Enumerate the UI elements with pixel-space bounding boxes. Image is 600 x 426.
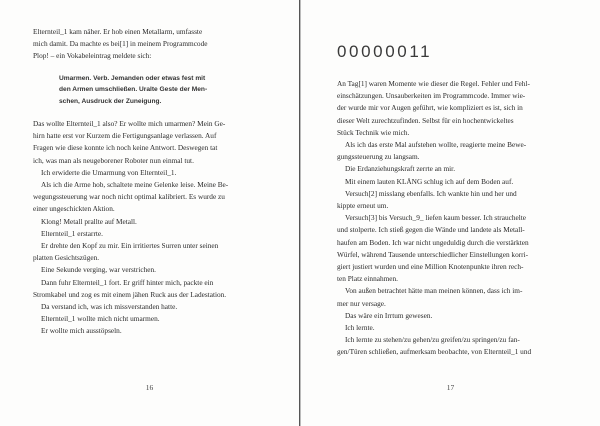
text-line: Ich lernte. [345,323,375,333]
text-line: Stück Technik wie mich. [337,127,410,137]
right-page [300,0,600,426]
text-line: Von außen betrachtet hätte man meinen können, dass ich im- [345,286,523,296]
text-line: mich damit. Da machte es bei[1] in meinem Programmcode [33,39,208,49]
text-line: Das wollte Elternteil_1 also? Er wollte mich umarmen? Mein Ge- [33,119,226,128]
text-line: Versuch[2] misslang ebenfalls. Ich wankte hin und her und [345,188,517,198]
text-line: Plop! – ein Vokabeleintrag meldete sich: [33,51,152,61]
text-line: einer ungeschickten Aktion. [33,204,115,214]
text-line: hirn hatte erst vor Kurzem die Fertigungsanlage verlassen. Auf [33,131,217,141]
text-line: einschätzungen. Unsauberkeiten im Programmcode. Immer wie- [337,91,526,101]
text-line: Mit einem lauten KLÄNG schlug ich auf dem Boden auf. [345,176,514,186]
quote-line: den Armen umschließen. Uralte Geste der Men- [59,86,208,94]
text-line: ten Platz einnahmen. [337,274,398,284]
text-line: kippte erneut um. [337,201,389,211]
text-line: platten Gesichtszügen. [33,253,100,263]
text-line: Elternteil_1 erstarrte. [41,228,103,238]
text-line: Elternteil_1 wollte mich nicht umarmen. [41,314,160,324]
text-line: Elternteil_1 kam näher. Er hob einen Metallarm, umfasste [33,27,203,36]
text-line: Als ich das erste Mal aufstehen wollte, reagierte meine Bewe- [345,140,527,150]
text-line: Als ich die Arme hob, schaltete meine Gelenke leise. Meine Be- [41,180,229,190]
text-line: Eine Sekunde verging, war verstrichen. [41,265,156,275]
text-line: Versuch[3] bis Versuch_9_ liefen kaum besser. Ich strauchelte [345,213,527,223]
page-number: 17 [446,383,455,392]
right-page-text [337,78,570,359]
text-line: dieser Welt zurechtzufinden. Selbst für ein hochentwickeltes [337,115,514,125]
chapter-number: 00000011 [337,42,433,61]
text-line: gungssteuerung zu langsam. [337,152,420,162]
text-line: Fragen wie diese konnte ich noch keine Antwort. Deswegen tat [33,143,218,153]
text-line: und stolperte. Ich stieß gegen die Wände und landete als Metall- [337,225,525,235]
page-number: 16 [145,383,154,392]
text-line: Er wollte mich ausstöpseln. [41,326,122,336]
text-line: giert justiert wurden und eine Million Knotenpunkte ihren rech- [337,262,524,272]
text-line: Klong! Metall prallte auf Metall. [41,216,137,226]
text-line: An Tag[1] waren Momente wie dieser die Regel. Fehler und Fehl- [337,79,530,88]
text-line: Stromkabel und zog es mit einem jähen Ruck aus der Ladestation. [33,289,227,299]
dictionary-quote [59,73,261,108]
text-line: Ich lernte zu stehen/zu gehen/zu greifen/zu springen/zu fan- [345,335,520,345]
text-line: Die Erdanziehungskraft zerrte an mir. [345,164,456,174]
text-line: Er drehte den Kopf zu mir. Ein irritiertes Surren unter seinen [41,241,219,251]
text-line: ich, was man als neugeborener Roboter nun einmal tut. [33,155,194,165]
text-line: Das wäre ein Irrtum gewesen. [345,310,433,320]
text-line: Da verstand ich, was ich missverstanden hatte. [41,302,178,312]
text-line: Dann fuhr Elternteil_1 fort. Er griff hinter mich, packte ein [41,277,214,287]
text-line: haufen am Boden. Ich war nicht ungeduldig durch die verstärkten [337,237,529,247]
text-line: der wurde mir vor Augen geführt, wie kompliziert es ist, sich in [337,103,523,113]
quote-line: schen, Ausdruck der Zuneigung. [59,98,162,106]
text-line: gen/Türen schließen, aufmerksam beobachte, von Elternteil_1 und [337,347,532,357]
text-line: wegungssteuerung war noch nicht optimal kalibriert. Es wurde zu [33,192,225,202]
left-page-text [33,26,267,338]
quote-line: Umarmen. Verb. Jemanden oder etwas fest mit [59,74,206,82]
left-paragraphs [33,118,267,338]
text-line: mer nur versage. [337,298,386,308]
text-line: Ich erwiderte die Umarmung von Elternteil_1. [41,167,177,177]
text-line: Würfel, während Tausende unterschiedlicher Einstellungen korri- [337,249,529,259]
